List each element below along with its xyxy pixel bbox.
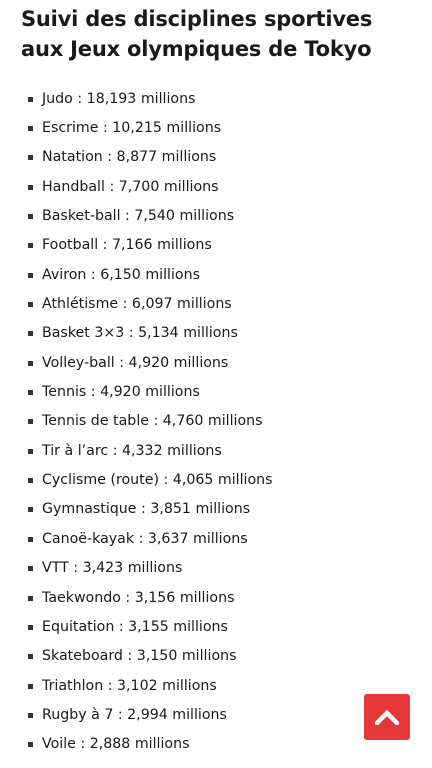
- list-item-label: Tir à l’arc : 4,332 millions: [42, 442, 222, 459]
- list-item-label: Gymnastique : 3,851 millions: [42, 501, 251, 518]
- list-item-label: Football : 7,166 millions: [42, 237, 212, 254]
- list-item: [0, 495, 432, 524]
- list-item-label: Basket 3×3 : 5,134 millions: [42, 325, 238, 342]
- list-item: [0, 319, 432, 348]
- list-item: [0, 84, 432, 113]
- list-item-label: Voile : 2,888 millions: [42, 736, 190, 753]
- list-item: [0, 554, 432, 583]
- bullet-icon: [28, 449, 33, 454]
- list-item-label: Rugby à 7 : 2,994 millions: [42, 706, 227, 723]
- list-item: [0, 465, 432, 494]
- list-item-label: Triathlon : 3,102 millions: [42, 677, 217, 694]
- list-item-label: Basket-ball : 7,540 millions: [42, 208, 235, 225]
- bullet-icon: [28, 713, 33, 718]
- list-item: [0, 436, 432, 465]
- list-item-label: Escrime : 10,215 millions: [42, 120, 222, 137]
- bullet-icon: [28, 331, 33, 336]
- list-item-label: Aviron : 6,150 millions: [42, 266, 200, 283]
- list-item: [0, 642, 432, 671]
- scroll-to-top-button[interactable]: [364, 694, 410, 740]
- list-item: [0, 289, 432, 318]
- list-item-label: Handball : 7,700 millions: [42, 178, 219, 195]
- bullet-icon: [28, 654, 33, 659]
- chevron-up-icon: [375, 709, 399, 725]
- list-item-label: Volley-ball : 4,920 millions: [42, 354, 229, 371]
- list-item: [0, 231, 432, 260]
- list-item: [0, 172, 432, 201]
- list-item-label: Skateboard : 3,150 millions: [42, 648, 237, 665]
- bullet-icon: [28, 97, 33, 102]
- bullet-icon: [28, 742, 33, 747]
- bullet-icon: [28, 537, 33, 542]
- list-item-label: Canoë-kayak : 3,637 millions: [42, 530, 248, 547]
- list-item-label: Natation : 8,877 millions: [42, 149, 217, 166]
- bullet-icon: [28, 596, 33, 601]
- list-item-label: Equitation : 3,155 millions: [42, 618, 228, 635]
- bullet-icon: [28, 625, 33, 630]
- bullet-icon: [28, 478, 33, 483]
- bullet-icon: [28, 507, 33, 512]
- list-item-label: Judo : 18,193 millions: [42, 90, 196, 107]
- bullet-icon: [28, 243, 33, 248]
- bullet-icon: [28, 185, 33, 190]
- bullet-icon: [28, 126, 33, 131]
- list-item: [0, 612, 432, 641]
- list-item: [0, 201, 432, 230]
- bullet-icon: [28, 214, 33, 219]
- discipline-list: [0, 84, 432, 759]
- list-item-label: Cyclisme (route) : 4,065 millions: [42, 472, 273, 489]
- list-item: [0, 583, 432, 612]
- list-item-label: Tennis : 4,920 millions: [42, 384, 200, 401]
- list-item-label: Athlétisme : 6,097 millions: [42, 296, 232, 313]
- bullet-icon: [28, 302, 33, 307]
- article-title: Suivi des disciplines sportives aux Jeux olympiques de Tokyo: [21, 7, 373, 61]
- bullet-icon: [28, 566, 33, 571]
- list-item-label: Taekwondo : 3,156 millions: [42, 589, 235, 606]
- list-item: [0, 260, 432, 289]
- bullet-icon: [28, 155, 33, 160]
- bullet-icon: [28, 684, 33, 689]
- list-item: [0, 377, 432, 406]
- list-item: [0, 143, 432, 172]
- list-item: [0, 407, 432, 436]
- bullet-icon: [28, 273, 33, 278]
- list-item: [0, 113, 432, 142]
- list-item-label: VTT : 3,423 millions: [42, 560, 183, 577]
- list-item-label: Tennis de table : 4,760 millions: [42, 413, 263, 430]
- bullet-icon: [28, 390, 33, 395]
- list-item: [0, 348, 432, 377]
- bullet-icon: [28, 419, 33, 424]
- bullet-icon: [28, 361, 33, 366]
- list-item: [0, 524, 432, 553]
